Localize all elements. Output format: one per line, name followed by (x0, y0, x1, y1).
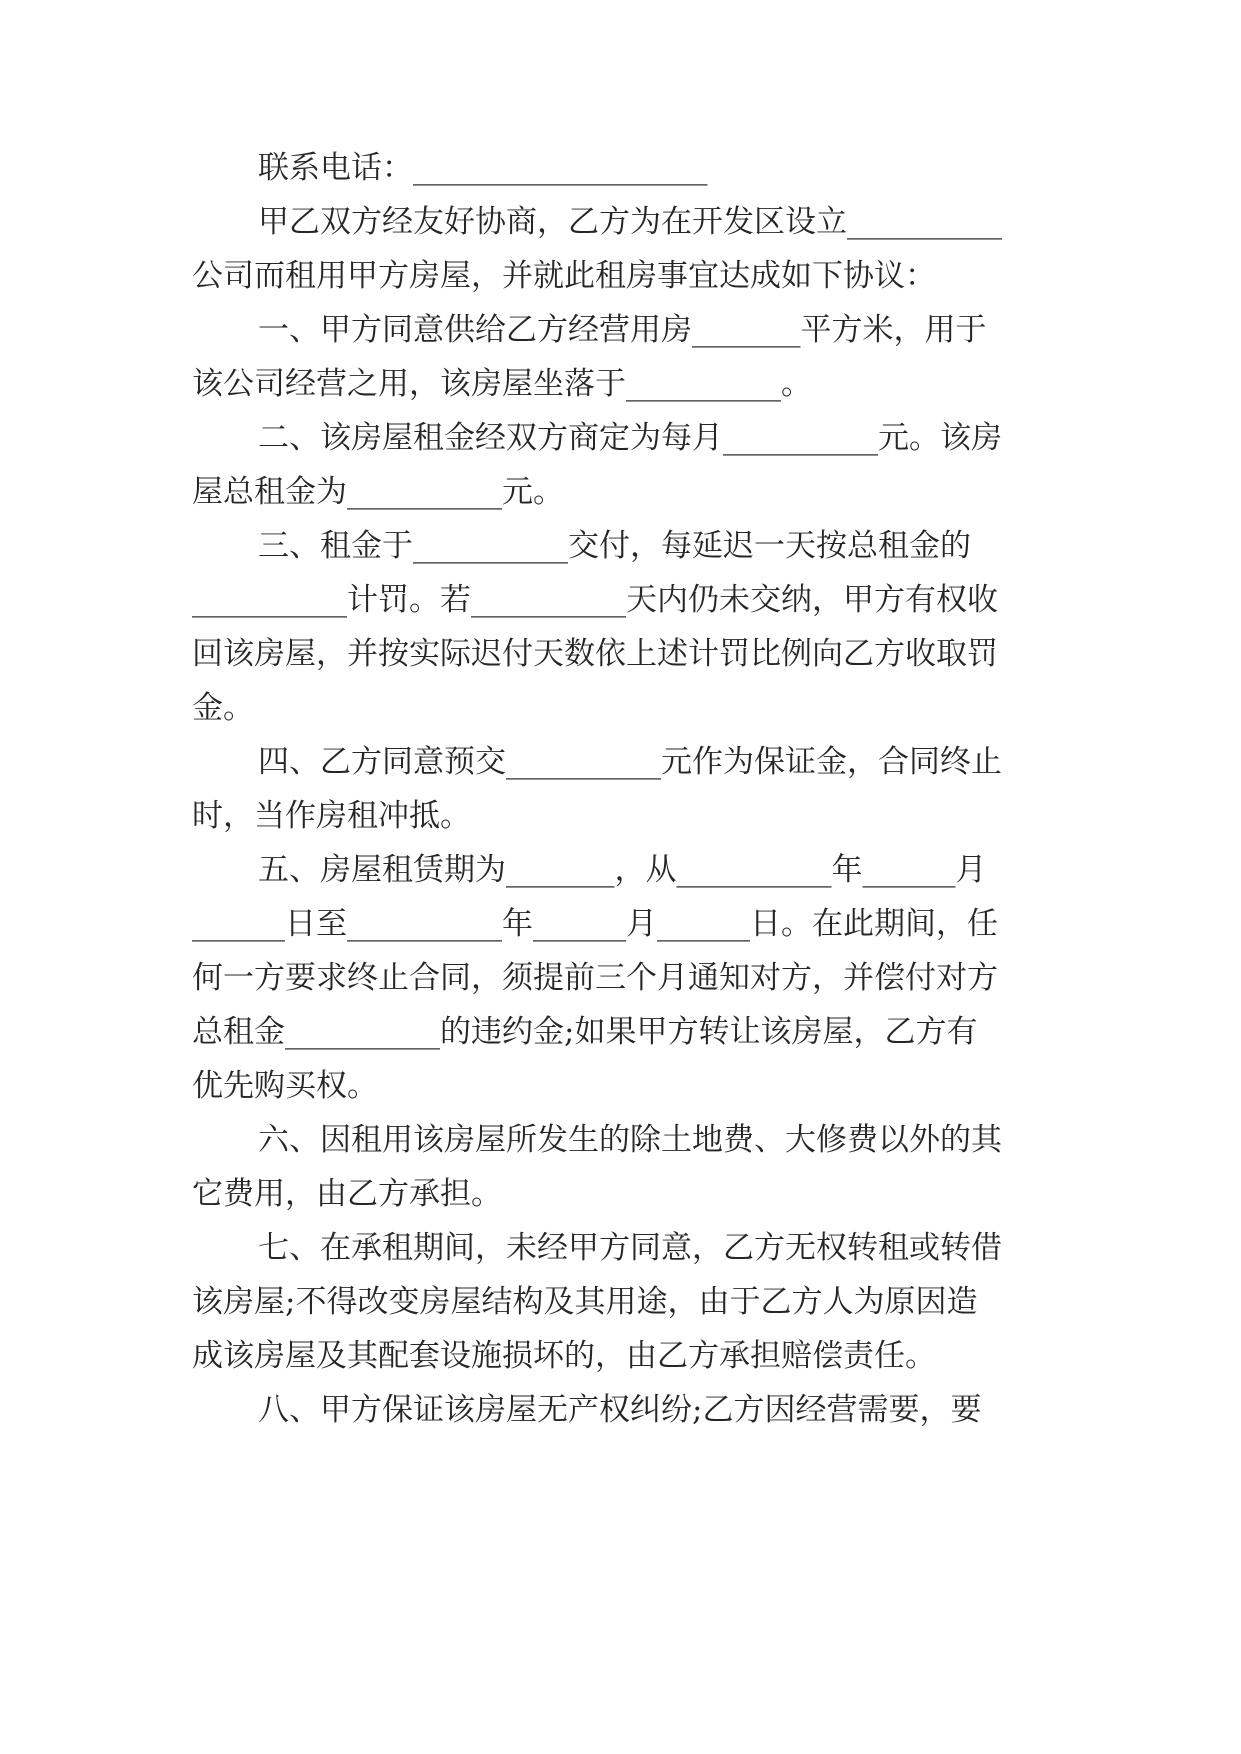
clause-8-line: 八、甲方保证该房屋无产权纠纷;乙方因经营需要，要 (258, 1392, 982, 1428)
paragraph-line: 优先购买权。 (192, 1068, 378, 1104)
paragraph-line: 屋总租金为__________元。 (192, 474, 564, 510)
paragraph-line: __________计罚。若__________天内仍未交纳，甲方有权收 (192, 582, 998, 618)
paragraph-line: 回该房屋，并按实际迟付天数依上述计罚比例向乙方收取罚 (192, 636, 998, 672)
paragraph-line: 该房屋;不得改变房屋结构及其用途，由于乙方人为原因造 (192, 1284, 978, 1320)
clause-3-line: 三、租金于__________交付，每延迟一天按总租金的 (258, 528, 971, 564)
paragraph-line: 甲乙双方经友好协商，乙方为在开发区设立__________ (258, 204, 1002, 240)
paragraph-line: 该公司经营之用，该房屋坐落于__________。 (192, 366, 812, 402)
clause-4-line: 四、乙方同意预交__________元作为保证金，合同终止 (258, 744, 1002, 780)
paragraph-line: 时，当作房租冲抵。 (192, 798, 471, 834)
paragraph-line: ______日至__________年______月______日。在此期间，任 (192, 906, 998, 942)
contact-phone-line: 联系电话：___________________ (258, 150, 708, 186)
paragraph-line: 公司而租用甲方房屋，并就此租房事宜达成如下协议： (192, 258, 936, 294)
paragraph-line: 总租金__________的违约金;如果甲方转让该房屋，乙方有 (192, 1014, 978, 1050)
paragraph-line: 成该房屋及其配套设施损坏的，由乙方承担赔偿责任。 (192, 1338, 936, 1374)
clause-6-line: 六、因租用该房屋所发生的除土地费、大修费以外的其 (258, 1122, 1002, 1158)
paragraph-line: 它费用，由乙方承担。 (192, 1176, 502, 1212)
paragraph-line: 金。 (192, 690, 254, 726)
clause-1-line: 一、甲方同意供给乙方经营用房_______平方米，用于 (258, 312, 987, 348)
clause-5-line: 五、房屋租赁期为_______，从__________年______月 (258, 852, 987, 888)
clause-2-line: 二、该房屋租金经双方商定为每月__________元。该房 (258, 420, 1002, 456)
paragraph-line: 何一方要求终止合同，须提前三个月通知对方，并偿付对方 (192, 960, 998, 996)
clause-7-line: 七、在承租期间，未经甲方同意，乙方无权转租或转借 (258, 1230, 1002, 1266)
